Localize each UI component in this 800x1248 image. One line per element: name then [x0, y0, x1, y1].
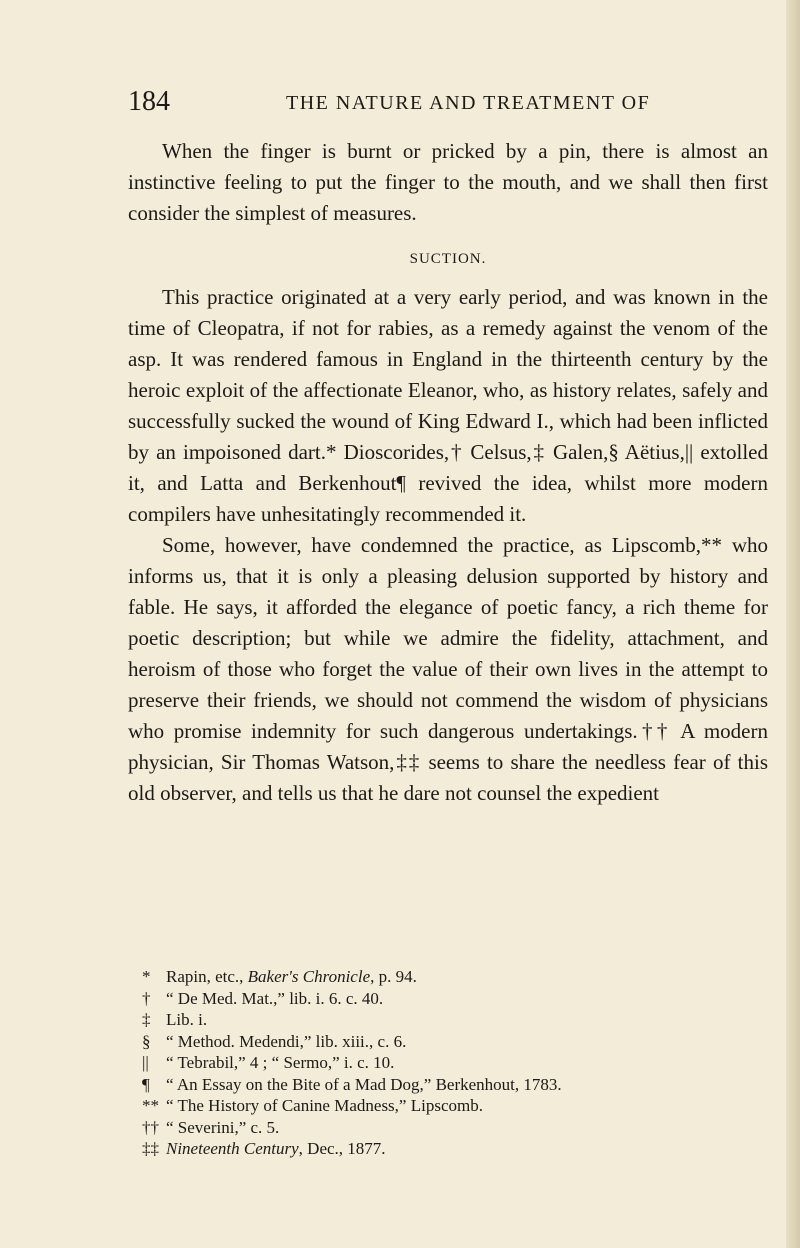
- footnote-rest: , p. 94.: [370, 967, 417, 986]
- footnote: [142, 1117, 768, 1139]
- footnote-mark: ††: [142, 1117, 159, 1137]
- footnote-mark: †: [142, 988, 151, 1008]
- footnote-mark: **: [142, 1096, 159, 1115]
- footnote: [142, 1052, 768, 1074]
- footnote-mark: ¶: [142, 1074, 150, 1094]
- footnote-text: Lib. i.: [166, 1010, 208, 1029]
- footnote: [142, 1031, 768, 1053]
- intro-paragraph: When the finger is burnt or pricked by a pin, there is almost an instinctive feeling to put the finger to the mouth, and we shall then first consider the simplest of measures.: [128, 139, 768, 225]
- footnote-mark: ‡‡: [142, 1139, 159, 1158]
- footnotes: [142, 966, 768, 1160]
- footnote-italic: Baker's Chronicle: [247, 967, 371, 986]
- footnote: [142, 1009, 768, 1031]
- footnote: [142, 966, 768, 988]
- footnote-text: “ Tebrabil,” 4 ; “ Sermo,” i. c. 10.: [166, 1053, 395, 1072]
- footnote-rest: , Dec., 1877.: [298, 1139, 386, 1158]
- footnote: [142, 1095, 768, 1117]
- footnote-italic: Nineteenth Century: [166, 1139, 299, 1158]
- paragraph-condemnation: Some, however, have condemned the practice, as Lipscomb,** who informs us, that it is only a pleasing delusion supported by history and fable. He says, it afforded the elegance of poetic fancy, a rich theme for poetic description; but while we admire the fidelity, attachment, and heroism of those who forget the value of their own lives in the attempt to preserve their friends, we should not commend the wisdom of physicians who promise indemnity for such dangerous undertakings.†† A modern physician, Sir Thomas Watson,‡‡ seems to share the needless fear of this old observer, and tells us that he dare not counsel the expedient: [128, 533, 768, 805]
- page-number: 184: [128, 86, 170, 117]
- footnote: [142, 1138, 768, 1160]
- footnote-mark: ||: [142, 1053, 149, 1072]
- footnote-text: Rapin, etc.,: [166, 967, 248, 986]
- footnote: [142, 988, 768, 1010]
- footnote: [142, 1074, 768, 1096]
- footnote-text: “ De Med. Mat.,” lib. i. 6. c. 40.: [166, 988, 384, 1008]
- paragraph-suction-history: This practice originated at a very early period, and was known in the time of Cleopatra, if not for rabies, as a remedy against the venom of the asp. It was rendered famous in England in the thirteenth century by the heroic exploit of the affectionate Eleanor, who, as history relates, safely and successfully sucked the wound of King Edward I., which had been inflicted by an impoisoned dart.* Dioscorides,† Celsus,‡ Galen,§ Aëtius,|| extolled it, and Latta and Berkenhout¶ revived the idea, whilst more modern compilers have unhesitatingly recommended it.: [128, 285, 768, 526]
- footnote-text: “ The History of Canine Madness,” Lipscomb.: [166, 1096, 483, 1115]
- footnote-mark: §: [142, 1031, 151, 1051]
- running-title: THE NATURE AND TREATMENT OF: [286, 92, 651, 114]
- section-heading: SUCTION.: [409, 251, 487, 267]
- footnote-text: “ An Essay on the Bite of a Mad Dog,” Berkenhout, 1783.: [166, 1074, 562, 1094]
- footnote-text: “ Severini,” c. 5.: [166, 1117, 280, 1137]
- footnote-mark: ‡: [142, 1010, 151, 1029]
- page-header: [128, 86, 768, 126]
- page-body: [128, 136, 768, 809]
- footnote-text: “ Method. Medendi,” lib. xiii., c. 6.: [166, 1031, 407, 1051]
- footnote-mark: *: [142, 967, 151, 986]
- page-edge: [786, 0, 800, 1248]
